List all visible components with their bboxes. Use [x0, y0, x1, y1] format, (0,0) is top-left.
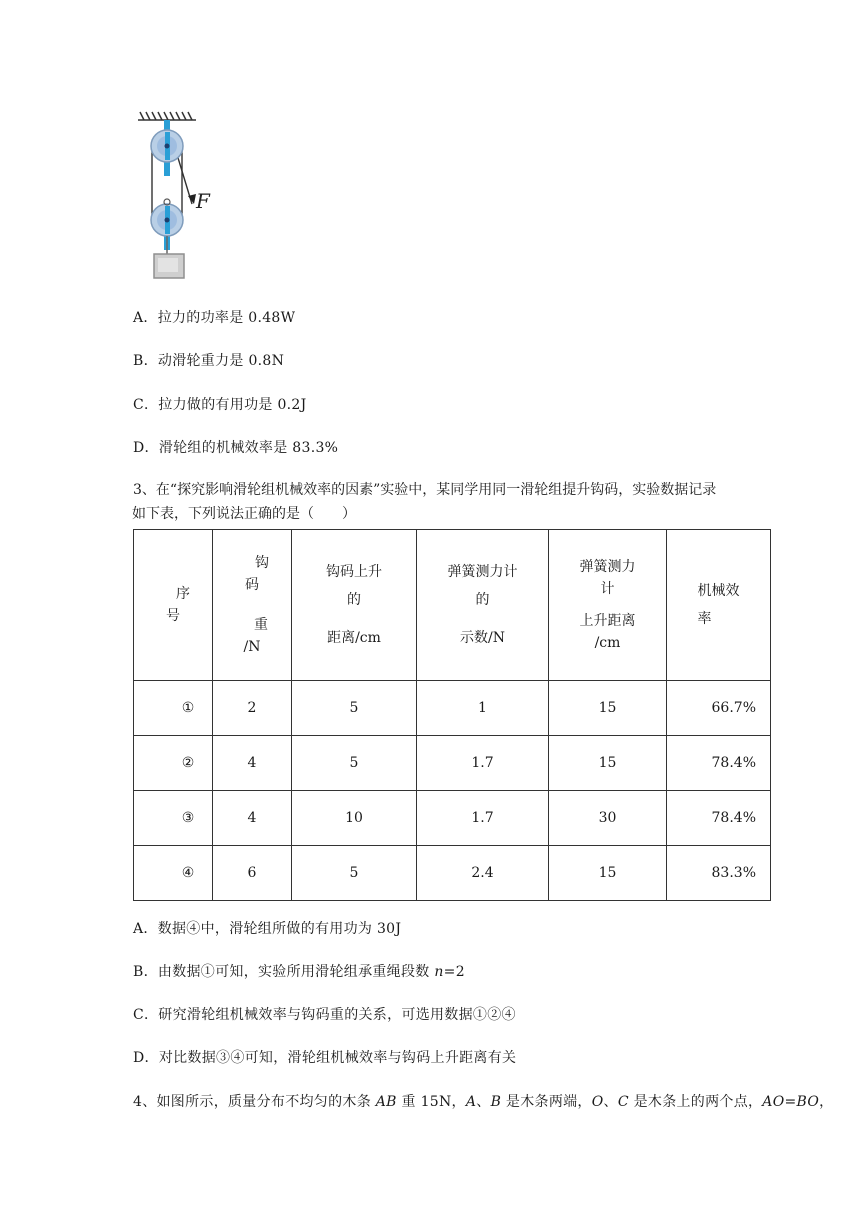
- header-spring-reading: 弹簧测力计 的 示数/N: [417, 530, 549, 681]
- cell-efficiency: 66.7%: [667, 681, 771, 736]
- q3-option-b: B．由数据①可知，实验所用滑轮组承重绳段数 n=2: [133, 964, 465, 980]
- table-header-row: [134, 530, 771, 681]
- cell-index: ②: [134, 736, 213, 791]
- header-spring-distance: 弹簧测力 计 上升距离 /cm: [549, 530, 667, 681]
- header-index: 序 号: [134, 530, 213, 681]
- cell-efficiency: 78.4%: [667, 736, 771, 791]
- cell-index: ①: [134, 681, 213, 736]
- table-row: [134, 846, 771, 901]
- cell-spring-distance: 15: [549, 846, 667, 901]
- cell-index: ③: [134, 791, 213, 846]
- q3-stem-line2: 如下表，下列说法正确的是（ ）: [132, 506, 356, 522]
- cell-weight: 2: [213, 681, 292, 736]
- header-lift-distance: 钩码上升 的 距离/cm: [292, 530, 417, 681]
- cell-weight: 6: [213, 846, 292, 901]
- cell-reading: 1.7: [417, 791, 549, 846]
- q3-option-c: C．研究滑轮组机械效率与钩码重的关系，可选用数据①②④: [133, 1007, 516, 1023]
- q2-option-a: A．拉力的功率是 0.48W: [133, 310, 296, 326]
- cell-spring-distance: 30: [549, 791, 667, 846]
- ceiling-hatch: [138, 112, 196, 120]
- q3-option-d: D．对比数据③④可知，滑轮组机械效率与钩码上升距离有关: [133, 1050, 517, 1066]
- q2-option-d: D．滑轮组的机械效率是 83.3%: [133, 440, 339, 456]
- cell-reading: 1.7: [417, 736, 549, 791]
- cell-spring-distance: 15: [549, 736, 667, 791]
- q3-option-a: A．数据④中，滑轮组所做的有用功为 30J: [133, 921, 402, 937]
- cell-lift: 5: [292, 681, 417, 736]
- pulley-figure: [130, 108, 230, 288]
- cell-weight: 4: [213, 736, 292, 791]
- cell-lift: 5: [292, 736, 417, 791]
- header-weight: 钩 码 重 /N: [213, 530, 292, 681]
- q3-stem-line1: 3、在“探究影响滑轮组机械效率的因素”实验中，某同学用同一滑轮组提升钩码，实验数据记录: [133, 482, 717, 498]
- table-row: [134, 791, 771, 846]
- cell-reading: 2.4: [417, 846, 549, 901]
- cell-reading: 1: [417, 681, 549, 736]
- cell-lift: 10: [292, 791, 417, 846]
- cell-efficiency: 83.3%: [667, 846, 771, 901]
- header-efficiency: 机械效 率: [667, 530, 771, 681]
- q4-stem: 4、如图所示，质量分布不均匀的木条 AB 重 15N，A、B 是木条两端，O、C 是木条上的两个点，AO=BO，: [133, 1094, 834, 1110]
- force-label: F: [196, 189, 210, 213]
- cell-lift: 5: [292, 846, 417, 901]
- cell-efficiency: 78.4%: [667, 791, 771, 846]
- q2-option-b: B．动滑轮重力是 0.8N: [133, 353, 285, 369]
- q2-option-c: C．拉力做的有用功是 0.2J: [133, 397, 307, 413]
- q3-stem: [133, 478, 813, 526]
- table-row: [134, 681, 771, 736]
- cell-weight: 4: [213, 791, 292, 846]
- cell-index: ④: [134, 846, 213, 901]
- experiment-table: [133, 529, 771, 901]
- cell-spring-distance: 15: [549, 681, 667, 736]
- table-row: [134, 736, 771, 791]
